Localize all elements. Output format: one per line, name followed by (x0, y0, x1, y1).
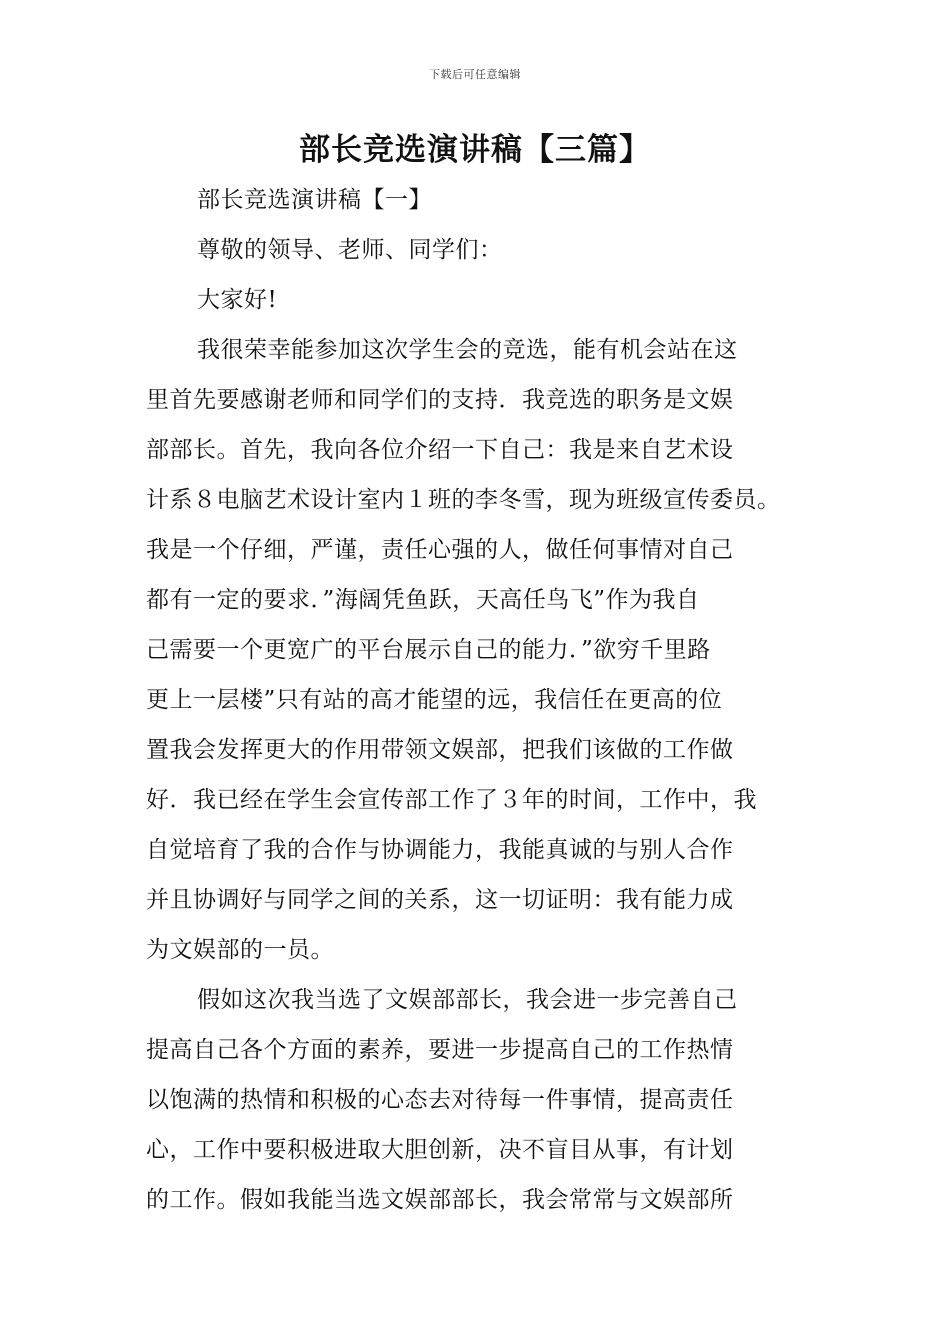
paragraph-2 (146, 975, 810, 1225)
paragraph-line: 计系８电脑艺术设计室内１班的李冬雪，现为班级宣传委员。 (146, 487, 781, 513)
salutation: 尊敬的领导、老师、同学们： (197, 237, 503, 263)
document-title: 部长竞选演讲稿【三篇】 (299, 132, 651, 168)
paragraph-line: 好．我已经在学生会宣传部工作了３年的时间，工作中，我 (146, 787, 757, 813)
document-body (146, 175, 810, 1225)
greeting: 大家好! (197, 287, 278, 313)
paragraph-line: 己需要一个更宽广的平台展示自己的能力．”欲穷千里路 (146, 637, 711, 663)
paragraph-line: 的工作。假如我能当选文娱部部长，我会常常与文娱部所 (146, 1187, 734, 1213)
paragraph-line: 以饱满的热情和积极的心态去对待每一件事情，提高责任 (146, 1087, 734, 1113)
paragraph-line: 自觉培育了我的合作与协调能力，我能真诚的与别人合作 (146, 837, 734, 863)
paragraph-line: 为文娱部的一员。 (146, 937, 334, 963)
paragraph-line: 我是一个仔细，严谨，责任心强的人，做任何事情对自己 (146, 537, 734, 563)
header-note: 下载后可任意编辑 (429, 68, 521, 81)
paragraph-line: 假如这次我当选了文娱部部长，我会进一步完善自己 (197, 987, 738, 1013)
paragraph-1 (146, 325, 810, 975)
paragraph-line: 提高自己各个方面的素养，要进一步提高自己的工作热情 (146, 1037, 734, 1063)
paragraph-line: 置我会发挥更大的作用带领文娱部，把我们该做的工作做 (146, 737, 734, 763)
paragraph-line: 我很荣幸能参加这次学生会的竞选，能有机会站在这 (197, 337, 738, 363)
paragraph-line: 心，工作中要积极进取大胆创新，决不盲目从事，有计划 (146, 1137, 734, 1163)
paragraph-line: 并且协调好与同学之间的关系，这一切证明：我有能力成 (146, 887, 734, 913)
paragraph-line: 更上一层楼”只有站的高才能望的远，我信任在更高的位 (146, 687, 723, 713)
paragraph-line: 部部长。首先，我向各位介绍一下自己：我是来自艺术设 (146, 437, 734, 463)
section-subtitle: 部长竞选演讲稿【一】 (197, 187, 432, 213)
paragraph-line: 都有一定的要求．”海阔凭鱼跃，天高任鸟飞”作为我自 (146, 587, 700, 613)
paragraph-line: 里首先要感谢老师和同学们的支持．我竞选的职务是文娱 (146, 387, 734, 413)
